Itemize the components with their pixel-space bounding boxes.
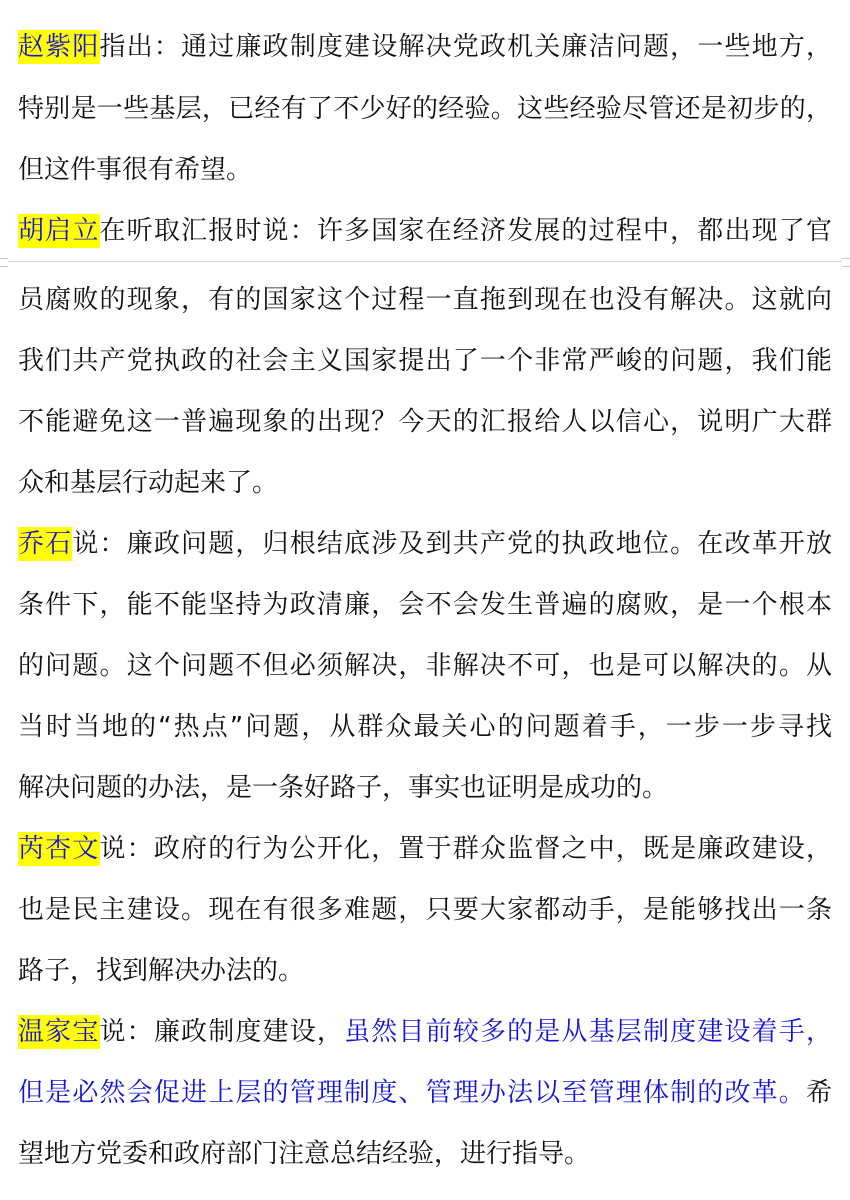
paragraph-2-line-5: [18, 463, 832, 503]
paragraph-text: 的问题。这个问题不但必须解决，非解决不可，也是可以解决的。从: [18, 651, 832, 681]
speaker-name-wen: 温家宝: [18, 1017, 100, 1047]
speaker-name-hu: 胡启立: [18, 216, 100, 246]
speaker-name-rui: 芮杏文: [18, 834, 100, 864]
paragraph-3-line-1: [18, 524, 832, 564]
paragraph-text: 但这件事很有希望。: [18, 155, 253, 185]
paragraph-text: 员腐败的现象，有的国家这个过程一直拖到现在也没有解决。这就向: [18, 285, 832, 315]
paragraph-2-line-3: [18, 341, 832, 381]
paragraph-text: 条件下，能不能坚持为政清廉，会不会发生普遍的腐败，是一个根本: [18, 590, 832, 620]
paragraph-text: 说：廉政问题，归根结底涉及到共产党的执政地位。在改革开放: [72, 529, 832, 559]
paragraph-4-line-3: [18, 951, 832, 991]
paragraph-3-line-3: [18, 646, 832, 686]
paragraph-1-line-2: [18, 89, 832, 129]
paragraph-5-line-3: [18, 1134, 832, 1174]
paragraph-2-line-2: [18, 280, 832, 320]
paragraph-1-line-1: [18, 27, 832, 67]
paragraph-4-line-2: [18, 890, 832, 930]
paragraph-text: 特别是一些基层，已经有了不少好的经验。这些经验尽管还是初步的，: [18, 94, 832, 124]
page-break-mark-right: [842, 258, 850, 267]
page-break-mark-left: [0, 258, 8, 267]
paragraph-3-line-2: [18, 585, 832, 625]
highlighted-blue-text: 但是必然会促进上层的管理制度、管理办法以至管理体制的改革。: [18, 1078, 806, 1108]
speaker-name-qiao: 乔石: [18, 529, 73, 559]
speaker-name-zhao: 赵紫阳: [18, 32, 100, 62]
paragraph-text: 不能避免这一普遍现象的出现？今天的汇报给人以信心，说明广大群: [18, 407, 832, 437]
paragraph-5-line-1: [18, 1012, 832, 1052]
paragraph-text: 望地方党委和政府部门注意总结经验，进行指导。: [18, 1139, 591, 1169]
paragraph-2-line-4: [18, 402, 832, 442]
paragraph-5-line-2: [18, 1073, 832, 1113]
paragraph-2-line-1: [18, 211, 832, 251]
paragraph-text: 我们共产党执政的社会主义国家提出了一个非常严峻的问题，我们能: [18, 346, 832, 376]
paragraph-text: 在听取汇报时说：许多国家在经济发展的过程中，都出现了官: [99, 216, 832, 246]
paragraph-text: 说：政府的行为公开化，置于群众监督之中，既是廉政建设，: [99, 834, 832, 864]
paragraph-4-line-1: [18, 829, 832, 869]
paragraph-3-line-5: [18, 768, 832, 808]
paragraph-text: 希: [805, 1078, 832, 1108]
paragraph-1-line-3: [18, 150, 832, 190]
paragraph-3-line-4: [18, 707, 832, 747]
page-break-separator: [0, 258, 850, 266]
paragraph-text: 指出：通过廉政制度建设解决党政机关廉洁问题，一些地方，: [99, 32, 832, 62]
page-break-rule: [8, 261, 842, 262]
highlighted-blue-text: 虽然目前较多的是从基层制度建设着手，: [344, 1017, 832, 1047]
paragraph-text: 解决问题的办法，是一条好路子，事实也证明是成功的。: [18, 773, 669, 803]
paragraph-text: 众和基层行动起来了。: [18, 468, 279, 498]
paragraph-text: 当时当地的“热点”问题，从群众最关心的问题着手，一步一步寻找: [18, 712, 832, 742]
paragraph-text: 说：廉政制度建设，: [99, 1017, 345, 1047]
paragraph-text: 路子，找到解决办法的。: [18, 956, 305, 986]
paragraph-text: 也是民主建设。现在有很多难题，只要大家都动手，是能够找出一条: [18, 895, 832, 925]
